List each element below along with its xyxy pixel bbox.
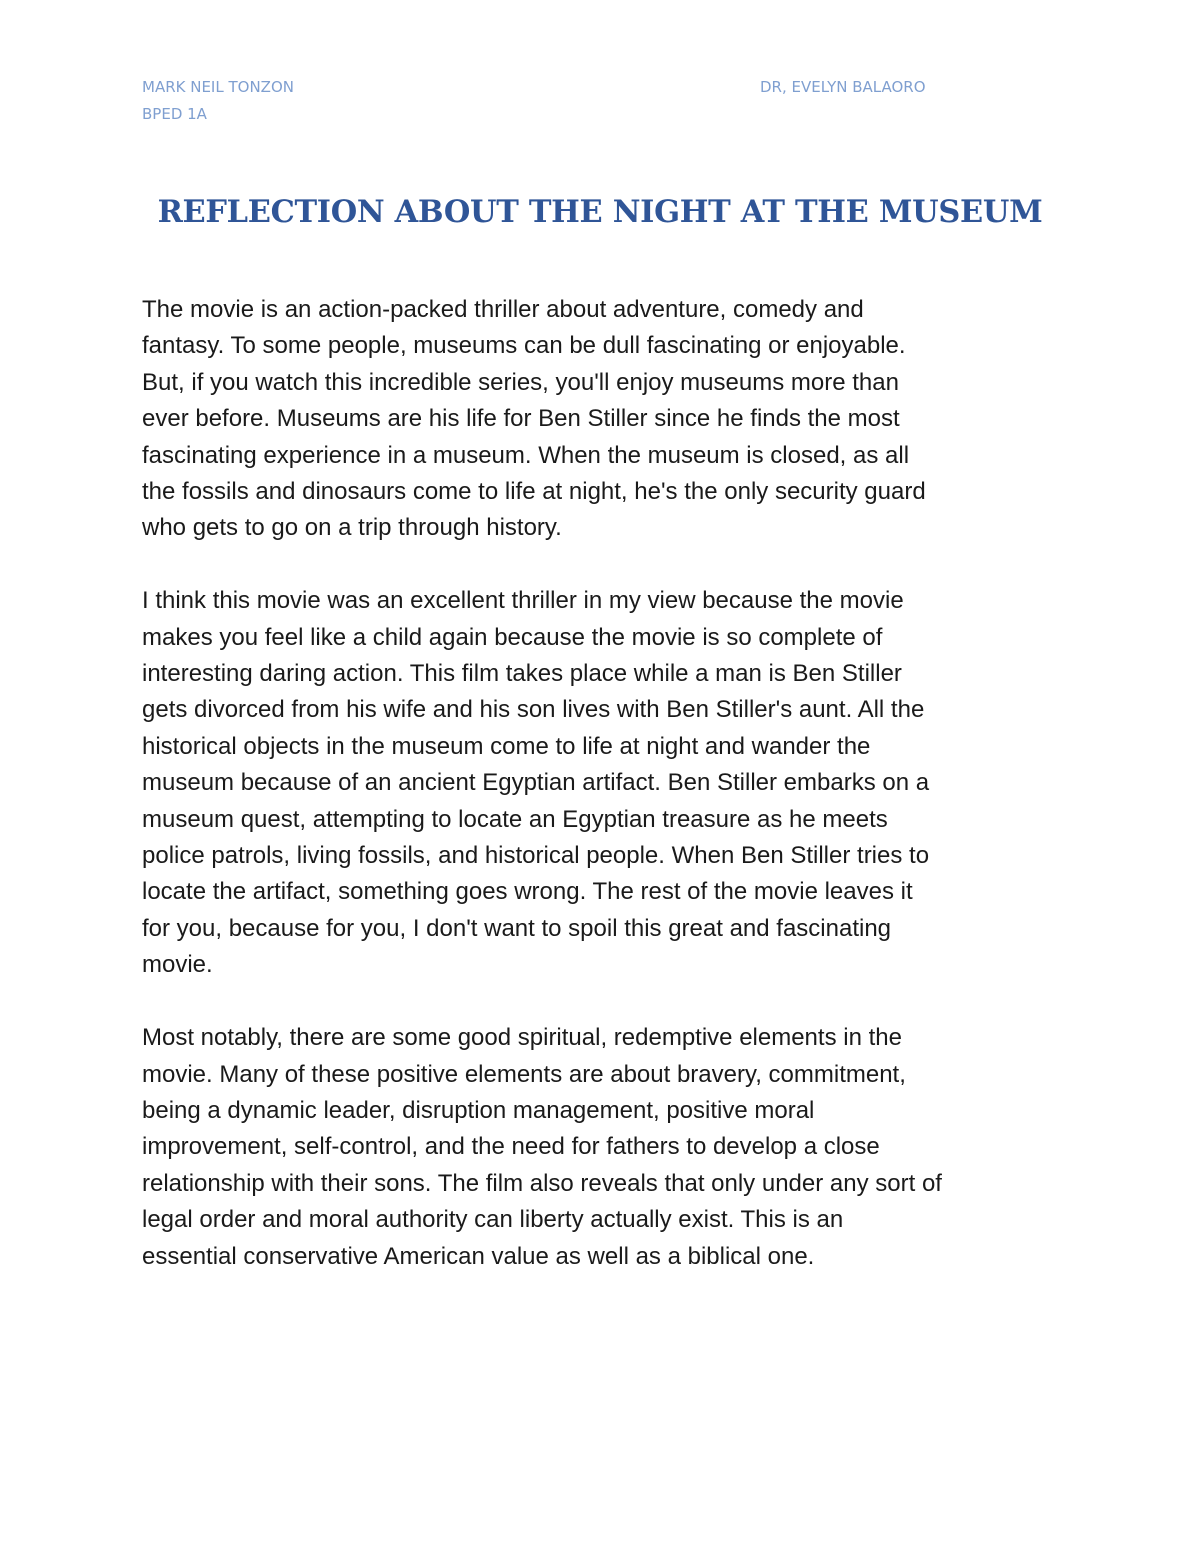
author-name: MARK NEIL TONZON [142,78,294,96]
paragraph-3 [142,1020,1072,1275]
text-line: movie. Many of these positive elements are about bravery, commitment, [142,1060,906,1088]
text-line: But, if you watch this incredible series, you'll enjoy museums more than [142,368,899,396]
text-line: historical objects in the museum come to life at night and wander the [142,732,871,760]
author-block [142,74,294,128]
text-line: locate the artifact, something goes wrong. The rest of the movie leaves it [142,878,913,906]
text-line: gets divorced from his wife and his son lives with Ben Stiller's aunt. All the [142,696,925,724]
document-title: REFLECTION ABOUT THE NIGHT AT THE MUSEUM [157,194,1043,230]
text-line: I think this movie was an excellent thriller in my view because the movie [142,587,904,615]
text-line: movie. [142,951,213,979]
text-line: Most notably, there are some good spiritual, redemptive elements in the [142,1024,902,1052]
author-section: BPED 1A [142,105,207,123]
text-line: the fossils and dinosaurs come to life at night, he's the only security guard [142,478,926,506]
text-line: for you, because for you, I don't want to spoil this great and fascinating [142,914,892,942]
instructor-block [760,74,926,101]
text-line: legal order and moral authority can liberty actually exist. This is an [142,1206,844,1234]
text-line: police patrols, living fossils, and historical people. When Ben Stiller tries to [142,842,930,870]
text-line: The movie is an action-packed thriller about adventure, comedy and [142,296,864,323]
text-line: fascinating experience in a museum. When the museum is closed, as all [142,441,910,469]
text-line: who gets to go on a trip through history. [142,514,562,542]
text-line: relationship with their sons. The film also reveals that only under any sort of [142,1169,942,1197]
paragraph-2 [142,583,1072,983]
instructor-name: DR, EVELYN BALAORO [760,78,926,96]
text-line: improvement, self-control, and the need for fathers to develop a close [142,1133,880,1161]
paragraph-1 [142,292,1072,547]
text-line: interesting daring action. This film takes place while a man is Ben Stiller [142,660,902,688]
text-line: museum because of an ancient Egyptian artifact. Ben Stiller embarks on a [142,769,930,797]
text-line: essential conservative American value as well as a biblical one. [142,1242,815,1270]
text-line: museum quest, attempting to locate an Egyptian treasure as he meets [142,805,888,833]
document-body [142,292,1072,1311]
text-line: fantasy. To some people, museums can be dull fascinating or enjoyable. [142,332,906,360]
text-line: makes you feel like a child again because the movie is so complete of [142,623,883,651]
text-line: being a dynamic leader, disruption management, positive moral [142,1096,815,1124]
text-line: ever before. Museums are his life for Ben Stiller since he finds the most [142,405,900,433]
